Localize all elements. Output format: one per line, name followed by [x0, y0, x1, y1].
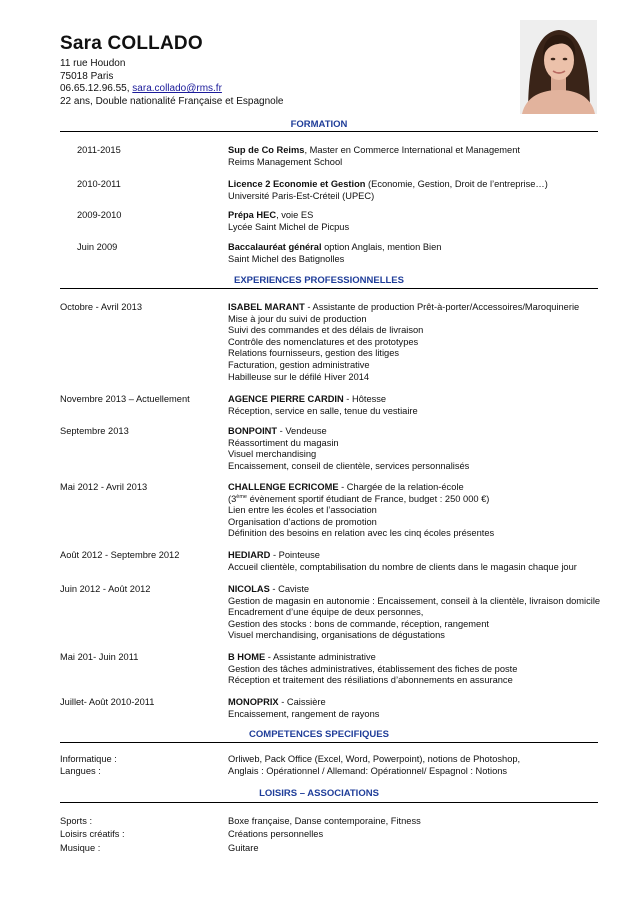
job-title: - Pointeuse — [270, 550, 320, 560]
job-title: - Assistante de production Prêt-à-porter/Accessoires/Maroquinerie — [304, 302, 580, 312]
experience-date: Août 2012 - Septembre 2012 — [60, 550, 180, 560]
job-title: - Assistante administrative — [265, 652, 376, 662]
section-title-experiences: EXPERIENCES PROFESSIONNELLES — [234, 275, 404, 286]
formation-desc — [228, 179, 600, 202]
experience-date: Septembre 2013 — [60, 426, 129, 436]
competence-value: Orliweb, Pack Office (Excel, Word, Powerpoint), notions de Photoshop, — [228, 754, 521, 764]
task-line: Gestion de magasin en autonomie : Encaissement, conseil à la clientèle, livraison domicile — [228, 595, 601, 606]
employer-name: MONOPRIX — [228, 697, 279, 707]
experience-date: Octobre - Avril 2013 — [60, 302, 142, 312]
event-note — [228, 494, 600, 506]
experience-desc — [228, 697, 600, 720]
experience-desc — [228, 550, 600, 573]
section-rule — [60, 802, 598, 803]
hobby-label: Musique : — [60, 843, 101, 853]
task-line: Accueil clientèle, comptabilisation du nombre de clients dans le magasin chaque jour — [228, 561, 577, 572]
experience-date: Mai 2012 - Avril 2013 — [60, 482, 148, 492]
employer-name: B HOME — [228, 652, 266, 662]
hobby-label: Loisirs créatifs : — [60, 829, 125, 839]
competence-label: Langues : — [60, 766, 101, 776]
employer-name: AGENCE PIERRE CARDIN — [228, 394, 344, 404]
task-line: Encaissement, rangement de rayons — [228, 708, 380, 719]
task-line: Facturation, gestion administrative — [228, 359, 370, 370]
email-link[interactable]: sara.collado@rms.fr — [132, 83, 222, 95]
job-title: - Vendeuse — [277, 426, 327, 436]
employer-name: HEDIARD — [228, 550, 271, 560]
task-line: Gestion des tâches administratives, établissement des fiches de poste — [228, 663, 518, 674]
formation-date: 2010-2011 — [77, 179, 121, 189]
event-note-prefix: (3 — [228, 493, 237, 504]
candidate-name: Sara COLLADO — [60, 33, 203, 54]
experience-date: Novembre 2013 – Actuellement — [60, 394, 190, 404]
formation-school: Lycée Saint Michel de Picpus — [228, 221, 350, 232]
section-title-competences: COMPETENCES SPECIFIQUES — [249, 729, 389, 740]
formation-date: 2009-2010 — [77, 210, 122, 220]
event-note-text: évènement sportif étudiant de France, budget : 250 000 €) — [246, 493, 490, 504]
competence-label: Informatique : — [60, 754, 117, 764]
task-line: Lien entre les écoles et l’association — [228, 505, 377, 516]
address-line: 11 rue Houdon — [60, 58, 126, 69]
task-line: Visuel merchandising — [228, 449, 317, 460]
event-note-sup: ème — [236, 493, 247, 500]
section-rule — [60, 131, 598, 132]
employer-name: NICOLAS — [228, 584, 270, 594]
employer-name: ISABEL MARANT — [228, 302, 305, 312]
competence-value: Anglais : Opérationnel / Allemand: Opérationnel/ Espagnol : Notions — [228, 766, 508, 776]
experience-desc — [228, 426, 600, 472]
experience-date: Juin 2012 - Août 2012 — [60, 584, 151, 594]
employer-name: CHALLENGE ECRICOME — [228, 482, 339, 492]
task-line: Suivi des commandes et des délais de livraison — [228, 325, 424, 336]
formation-desc — [228, 210, 600, 233]
section-title-formation: FORMATION — [290, 119, 348, 130]
employer-name: BONPOINT — [228, 426, 278, 436]
profile-photo — [520, 20, 597, 114]
task-line: Habilleuse sur le défilé Hiver 2014 — [228, 371, 370, 382]
experience-date: Juillet- Août 2010-2011 — [60, 697, 155, 707]
job-title: - Hôtesse — [343, 394, 387, 404]
formation-school: Saint Michel des Batignolles — [228, 253, 345, 264]
formation-desc — [228, 145, 600, 168]
task-line: Gestion des stocks : bons de commande, réception, rangement — [228, 618, 489, 629]
formation-degree: Sup de Co Reims — [228, 145, 305, 155]
hobby-value: Guitare — [228, 843, 259, 853]
job-title: - Caissière — [278, 697, 326, 707]
job-title: - Caviste — [269, 584, 310, 594]
hobby-value: Boxe française, Danse contemporaine, Fitness — [228, 816, 421, 826]
task-line: Encaissement, conseil de clientèle, services personnalisés — [228, 460, 470, 471]
formation-date: Juin 2009 — [77, 242, 118, 252]
experience-desc — [228, 394, 600, 417]
formation-degree: Prépa HEC — [228, 210, 277, 220]
city-line: 75018 Paris — [60, 70, 114, 82]
personal-info-line: 22 ans, Double nationalité Française et Espagnole — [60, 95, 284, 107]
job-title: - Chargée de la relation-école — [338, 482, 464, 492]
phone-email-line — [60, 83, 283, 96]
task-line: Réception, service en salle, tenue du vestiaire — [228, 405, 418, 416]
section-rule — [60, 288, 598, 289]
phone-number: 06.65.12.96.55, — [60, 83, 130, 95]
hobby-label: Sports : — [60, 816, 93, 826]
experience-desc — [228, 584, 600, 642]
experience-desc — [228, 652, 600, 687]
formation-desc — [228, 242, 600, 265]
contact-block — [60, 58, 283, 108]
task-line: Réassortiment du magasin — [228, 437, 339, 448]
formation-degree: Baccalauréat général — [228, 242, 322, 252]
formation-date: 2011-2015 — [77, 145, 121, 155]
task-line: Organisation d’actions de promotion — [228, 516, 377, 527]
task-line: Encadrement d’une équipe de deux personnes, — [228, 607, 424, 618]
formation-school: Université Paris-Est-Créteil (UPEC) — [228, 190, 375, 201]
experience-desc — [228, 302, 600, 383]
formation-degree: Licence 2 Economie et Gestion — [228, 179, 366, 189]
experience-date: Mai 201- Juin 2011 — [60, 652, 139, 662]
section-title-loisirs: LOISIRS – ASSOCIATIONS — [259, 788, 379, 799]
task-line: Définition des besoins en relation avec les cinq écoles présentes — [228, 528, 495, 539]
task-line: Réception et traitement des résiliations d’abonnements en assurance — [228, 675, 513, 686]
task-line: Relations fournisseurs, gestion des litiges — [228, 348, 400, 359]
task-line: Contrôle des nomenclatures et des prototypes — [228, 336, 419, 347]
formation-school: Reims Management School — [228, 156, 343, 167]
formation-detail: option Anglais, mention Bien — [321, 242, 442, 252]
portrait-image — [520, 20, 597, 114]
formation-detail: , Master en Commerce International et Management — [304, 145, 520, 155]
task-line: Mise à jour du suivi de production — [228, 313, 367, 324]
formation-detail: , voie ES — [276, 210, 314, 220]
experience-desc — [228, 482, 600, 540]
section-rule — [60, 742, 598, 743]
task-line: Visuel merchandising, organisations de dégustations — [228, 630, 445, 641]
hobby-value: Créations personnelles — [228, 829, 324, 839]
formation-detail: (Economie, Gestion, Droit de l’entreprise…) — [365, 179, 548, 189]
